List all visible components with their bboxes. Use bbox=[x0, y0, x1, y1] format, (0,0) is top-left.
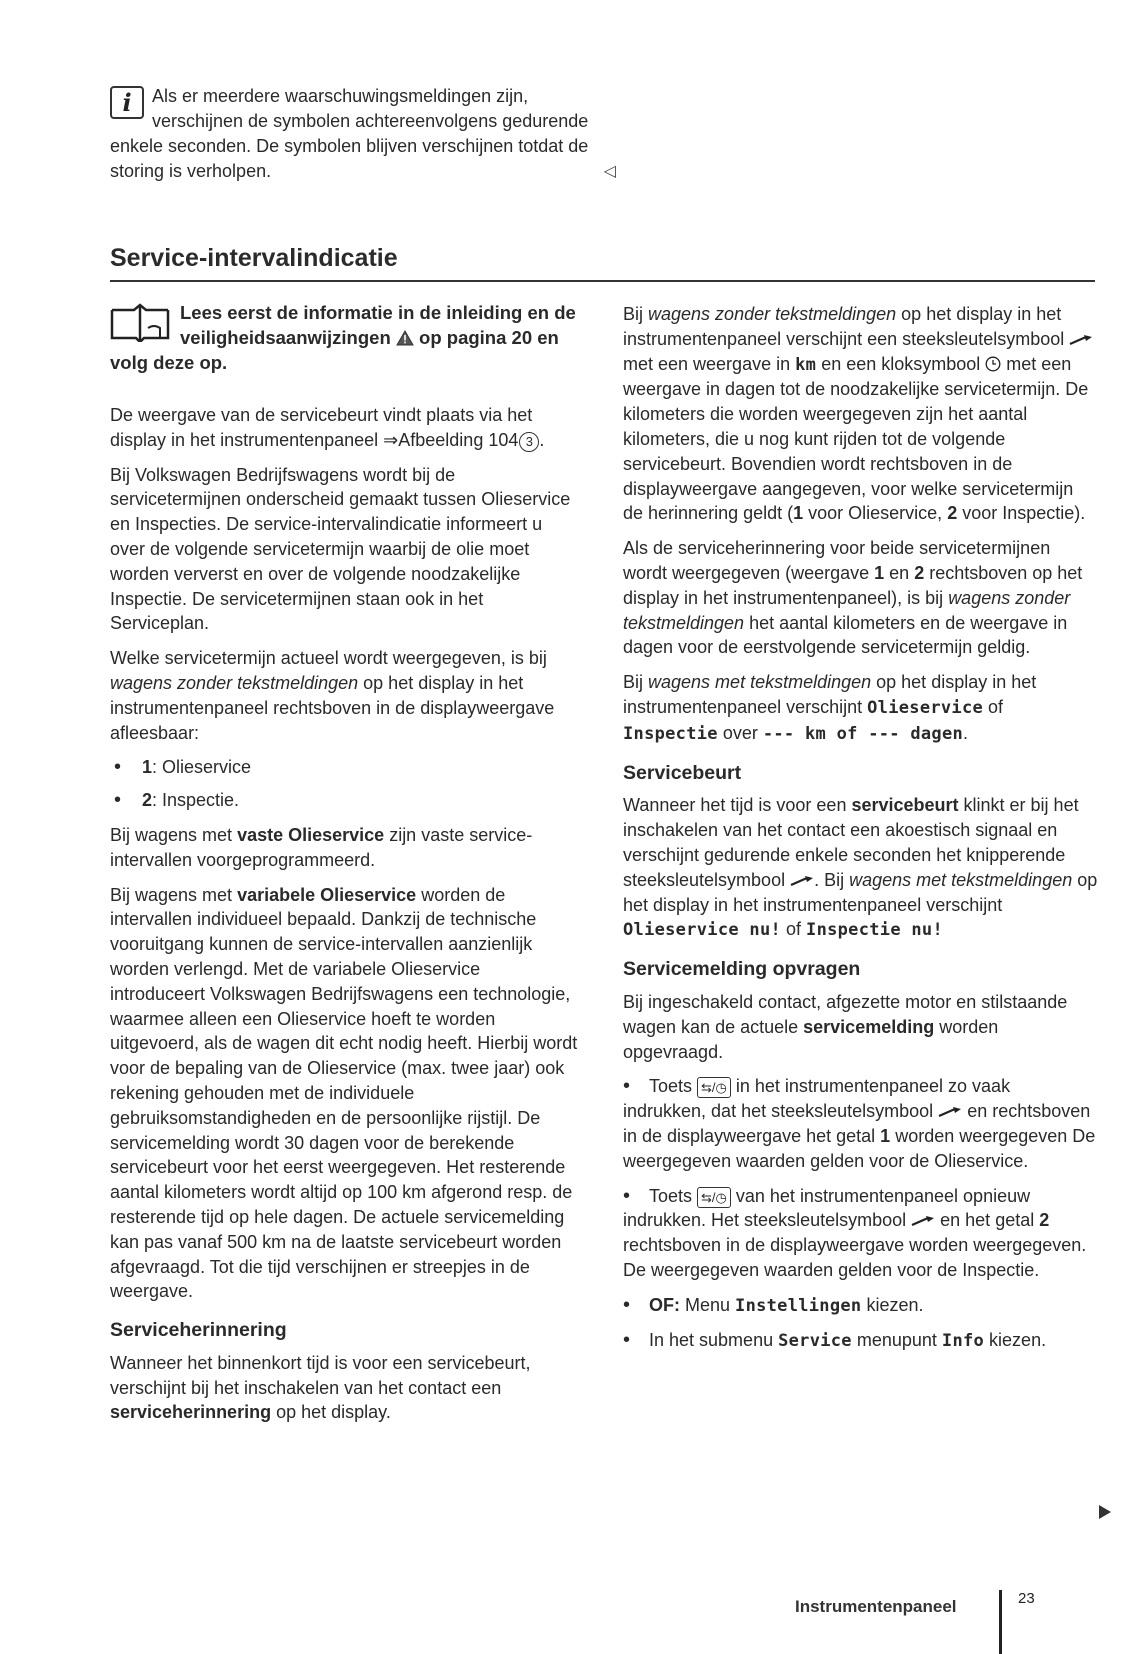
paragraph-service-reminder: Wanneer het binnenkort tijd is voor een servicebeurt, verschijnt bij het inschakelen van het contact een serviceherinnering op het display. bbox=[110, 1352, 531, 1423]
footer-section-label: Instrumentenpaneel bbox=[795, 1597, 957, 1616]
clock-icon bbox=[985, 356, 1001, 372]
book-icon bbox=[110, 302, 170, 342]
term-list bbox=[110, 755, 580, 813]
subheading-servicemelding-opvragen: Servicemelding opvragen bbox=[623, 958, 861, 981]
paragraph-service-types: Bij Volkswagen Bedrijfswagens wordt bij de servicetermijnen onderscheid gemaakt tussen Olieservice en Inspecties. De service-intervalindicatie informeert u over de volgende servicetermijn waarbij de olie moet worden ververst en over de volgende noodzakelijke Inspectie. De servicetermijnen staan ook in het Serviceplan. bbox=[110, 464, 571, 634]
subheading-servicebeurt: Servicebeurt bbox=[623, 761, 742, 784]
paragraph-with-text-messages: Bij wagens met tekstmeldingen op het display in het instrumentenpaneel verschijnt Olieservice of Inspectie over --- km of --- dagen. bbox=[623, 672, 1037, 744]
info-icon: i bbox=[110, 86, 144, 119]
paragraph-which-term: Welke servicetermijn actueel wordt weergegeven, is bij wagens zonder tekstmeldingen op het display in het instrumentenpaneel rechtsboven in de displayweergave afleesbaar: bbox=[110, 648, 555, 743]
warning-triangle-icon bbox=[396, 330, 414, 346]
paragraph-query-service: Bij ingeschakeld contact, afgezette motor en stilstaande wagen kan de actuele servicemelding worden opgevraagd. bbox=[623, 991, 1068, 1062]
safety-notice: Lees eerst de informatie in de inleiding en de veiligheidsaanwijzingen op pagina 20 en volg deze op. bbox=[110, 302, 576, 373]
subheading-serviceherinnering: Serviceherinnering bbox=[110, 1319, 287, 1342]
end-of-section-icon: ◁ bbox=[603, 163, 616, 180]
next-page-arrow-icon bbox=[1099, 1505, 1111, 1519]
wrench-icon bbox=[938, 1105, 962, 1117]
step-item: • Toets ⇆/◷ in het instrumentenpaneel zo vaak indrukken, dat het steeksleutelsymbool en rechtsboven in de displayweergave het getal 1 worden weergegeven De weergegeven waarden gelden voor de Olieservice. bbox=[623, 1075, 1096, 1171]
paragraph-without-text-messages: Bij wagens zonder tekstmeldingen op het display in het instrumentenpaneel verschijnt een steeksleutelsymbool met een weergave in km en een kloksymbool met een weergave in dagen tot de noodzakelijke servicetermijn. De kilometers die worden weergegeven zijn het aantal kilometers, die u nog kunt rijden tot de volgende servicebeurt. Bovendien wordt rechtsboven in de displayweergave aangegeven, voor welke servicetermijn de herinnering geldt (1 voor Olieservice, 2 voor Inspectie). bbox=[623, 302, 1098, 526]
paragraph-service-due: Wanneer het tijd is voor een servicebeurt klinkt er bij het inschakelen van het contact een akoestisch signaal en verschijnt gedurende enkele seconden het knipperende steeksleutelsymbool . Bij wagens met tekstmeldingen op het display in het instrumentenpaneel verschijnt Olieservice nu! of Inspectie nu! bbox=[623, 795, 1098, 941]
wrench-icon bbox=[790, 874, 814, 886]
list-item: • 2: Inspectie. bbox=[110, 788, 580, 813]
display-toggle-key-icon: ⇆/◷ bbox=[697, 1077, 731, 1098]
page-number: 23 bbox=[1018, 1590, 1035, 1607]
section-title: Service-intervalindicatie bbox=[110, 244, 1095, 282]
step-item: • OF: Menu Instellingen kiezen. bbox=[623, 1293, 924, 1316]
footer-divider bbox=[999, 1590, 1002, 1654]
step-item: • In het submenu Service menupunt Info kiezen. bbox=[623, 1329, 1047, 1352]
wrench-icon bbox=[1069, 333, 1093, 345]
list-item: • 1: Olieservice bbox=[110, 755, 580, 780]
right-column bbox=[623, 302, 1098, 1364]
paragraph-display-intro: De weergave van de servicebeurt vindt plaats via het display in het instrumentenpaneel ⇒Afbeelding 104 3 . bbox=[110, 405, 545, 450]
paragraph-both-terms: Als de serviceherinnering voor beide servicetermijnen wordt weergegeven (weergave 1 en 2 rechtsboven op het display in het instrumentenpaneel), is bij wagens zonder tekstmeldingen het aantal kilometers en de weergave in dagen voor de eerstvolgende servicetermijn geldig. bbox=[623, 538, 1083, 658]
callout-number: 3 bbox=[519, 432, 539, 452]
wrench-icon bbox=[911, 1214, 935, 1226]
paragraph-variable-oil-service: Bij wagens met variabele Olieservice worden de intervallen individueel bepaald. Dankzij de technische vooruitgang kunnen de service-intervallen aanzienlijk worden verlengd. Met de variabele Olieservice introduceert Volkswagen Bedrijfswagens een technologie, waarmee alleen een Olieservice hoeft te worden uitgevoerd, als de wagen dit echt nodig heeft. Hierbij wordt voor de bepaling van de Olieservice (max. twee jaar) ook rekening gehouden met de individuele gebruiksomstandigheden en de persoonlijke rijstijl. De servicemelding wordt 30 dagen voor de berekende servicebeurt voor het eerst weergegeven. Het resterende aantal kilometers wordt altijd op 100 km afgerond resp. de resterende tijd op hele dagen. De actuele servicemelding kan pas vanaf 500 km na de laatste servicebeurt worden afgevraagd. Tot die tijd verschijnen er streepjes in de weergave. bbox=[110, 884, 578, 1302]
step-item: • Toets ⇆/◷ van het instrumentenpaneel opnieuw indrukken. Het steeksleutelsymbool en het getal 2 rechtsboven in de displayweergave worden weergegeven. De weergegeven waarden gelden voor de Inspectie. bbox=[623, 1184, 1087, 1280]
info-note-text: Als er meerdere waarschuwingsmeldingen zijn, verschijnen de symbolen achtereenvolgens gedurende enkele seconden. De symbolen blijven verschijnen totdat de storing is verholpen. bbox=[110, 86, 589, 181]
paragraph-fixed-oil-service: Bij wagens met vaste Olieservice zijn vaste service-intervallen voorgeprogrammeerd. bbox=[110, 824, 533, 870]
left-column bbox=[110, 300, 580, 1435]
info-note bbox=[110, 84, 616, 184]
display-toggle-key-icon: ⇆/◷ bbox=[697, 1187, 731, 1208]
